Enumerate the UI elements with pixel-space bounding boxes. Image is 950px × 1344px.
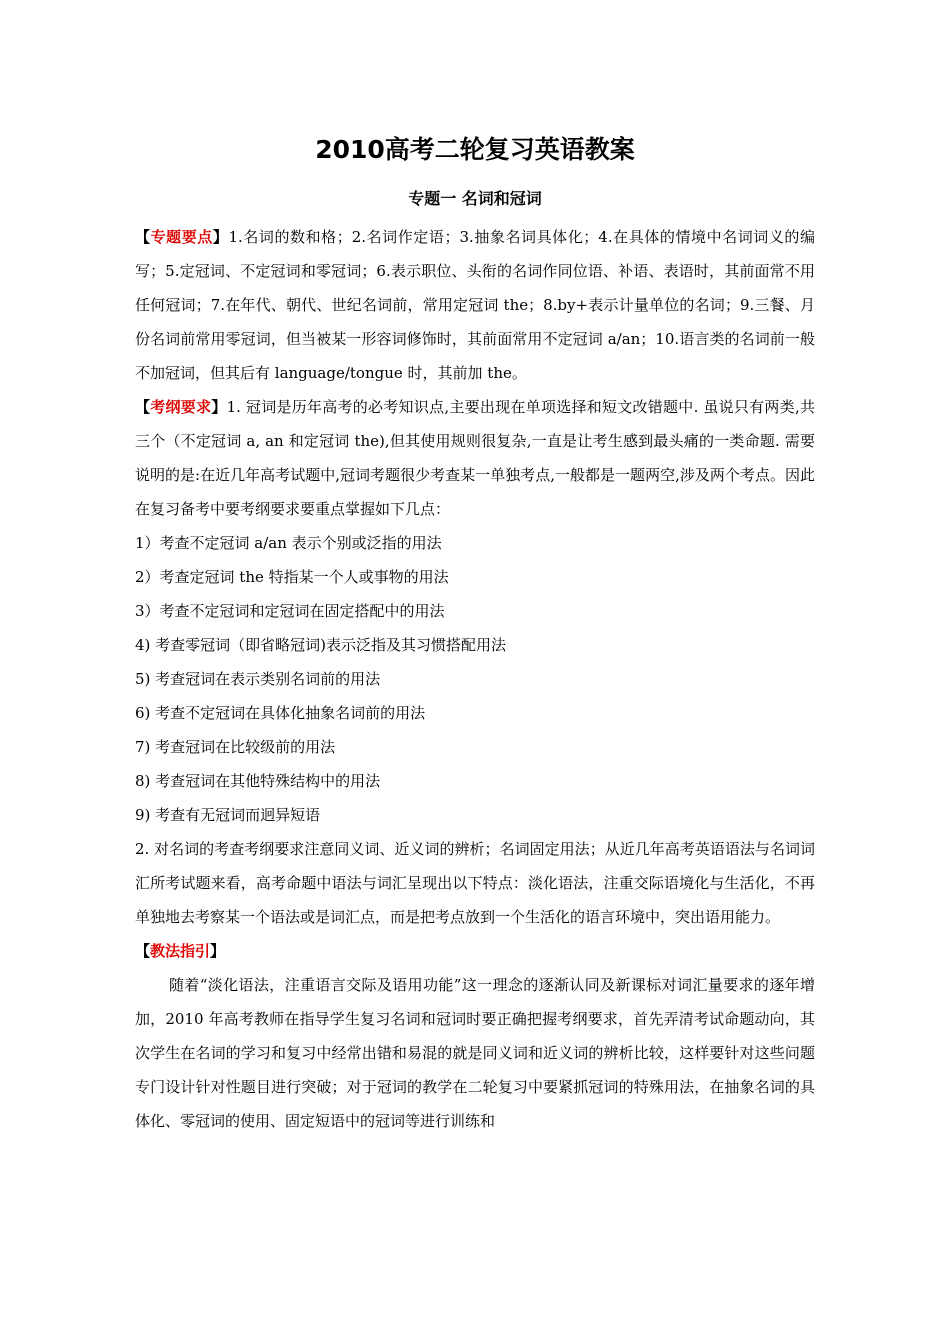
page-subtitle: 专题一 名词和冠词 bbox=[408, 189, 542, 208]
section-heading-teaching: 【教法指引】 bbox=[135, 942, 226, 960]
syllabus-point-2: 2. 对名词的考查考纲要求注意同义词、近义词的辨析；名词固定用法；从近几年高考英语语法与名词词汇所考试题来看，高考命题中语法与词汇呈现出以下特点：淡化语法，注重交际语境化与生活化，不再单独地去考察某一个语法或是词汇点，而是把考点放到一个生活化的语言环境中，突出语用能力。 bbox=[135, 840, 815, 926]
list-item: 4) 考查零冠词（即省略冠词)表示泛指及其习惯搭配用法 bbox=[135, 636, 507, 654]
list-item: 6) 考查不定冠词在具体化抽象名词前的用法 bbox=[135, 704, 426, 722]
syllabus-text: 1. 冠词是历年高考的必考知识点,主要出现在单项选择和短文改错题中. 虽说只有两类,共三个（不定冠词 a, an 和定冠词 the),但其使用规则很复杂,一直是让考生感到最头痛的一类命题. 需要说明的是:在近几年高考试题中,冠词考题很少考查某一单独考点,一般都是一题两空,涉及两个考点。因此在复习备考中要考纲要求要重点掌握如下几点： bbox=[135, 398, 815, 518]
section-heading-syllabus: 【考纲要求】 bbox=[135, 398, 227, 416]
list-item: 9) 考查有无冠词而迥异短语 bbox=[135, 806, 321, 824]
list-item: 5) 考查冠词在表示类别名词前的用法 bbox=[135, 670, 381, 688]
list-item: 8) 考查冠词在其他特殊结构中的用法 bbox=[135, 772, 381, 790]
list-item: 2）考查定冠词 the 特指某一个人或事物的用法 bbox=[135, 568, 449, 586]
teaching-text: 随着“淡化语法，注重语言交际及语用功能”这一理念的逐渐认同及新课标对词汇量要求的逐年增加，2010 年高考教师在指导学生复习名词和冠词时要正确把握考纲要求，首先弄清考试命题动向，其次学生在名词的学习和复习中经常出错和易混的就是同义词和近义词的辨析比较，这样要针对这些问题专门设计针对性题目进行突破；对于冠词的教学在二轮复习中要紧抓冠词的特殊用法，在抽象名词的具体化、零冠词的使用、固定短语中的冠词等进行训练和 bbox=[135, 976, 815, 1130]
section-syllabus bbox=[135, 390, 815, 526]
list-item: 3）考查不定冠词和定冠词在固定搭配中的用法 bbox=[135, 602, 445, 620]
list-item: 1）考查不定冠词 a/an 表示个别或泛指的用法 bbox=[135, 534, 442, 552]
section-heading-key-points: 【专题要点】 bbox=[135, 228, 229, 246]
key-points-text: 1.名词的数和格；2.名词作定语；3.抽象名词具体化；4.在具体的情境中名词词义的编写；5.定冠词、不定冠词和零冠词；6.表示职位、头衔的名词作同位语、补语、表语时，其前面常不用任何冠词；7.在年代、朝代、世纪名词前，常用定冠词 the；8.by+表示计量单位的名词；9.三餐、月份名词前常用零冠词，但当被某一形容词修饰时，其前面常用不定冠词 a/an；10.语言类的名词前一般不加冠词，但其后有 language/tongue 时，其前加 the。 bbox=[135, 228, 815, 382]
document-body bbox=[135, 220, 815, 1138]
section-key-points bbox=[135, 220, 815, 390]
page-title: 2010高考二轮复习英语教案 bbox=[315, 135, 635, 164]
list-item: 7) 考查冠词在比较级前的用法 bbox=[135, 738, 336, 756]
